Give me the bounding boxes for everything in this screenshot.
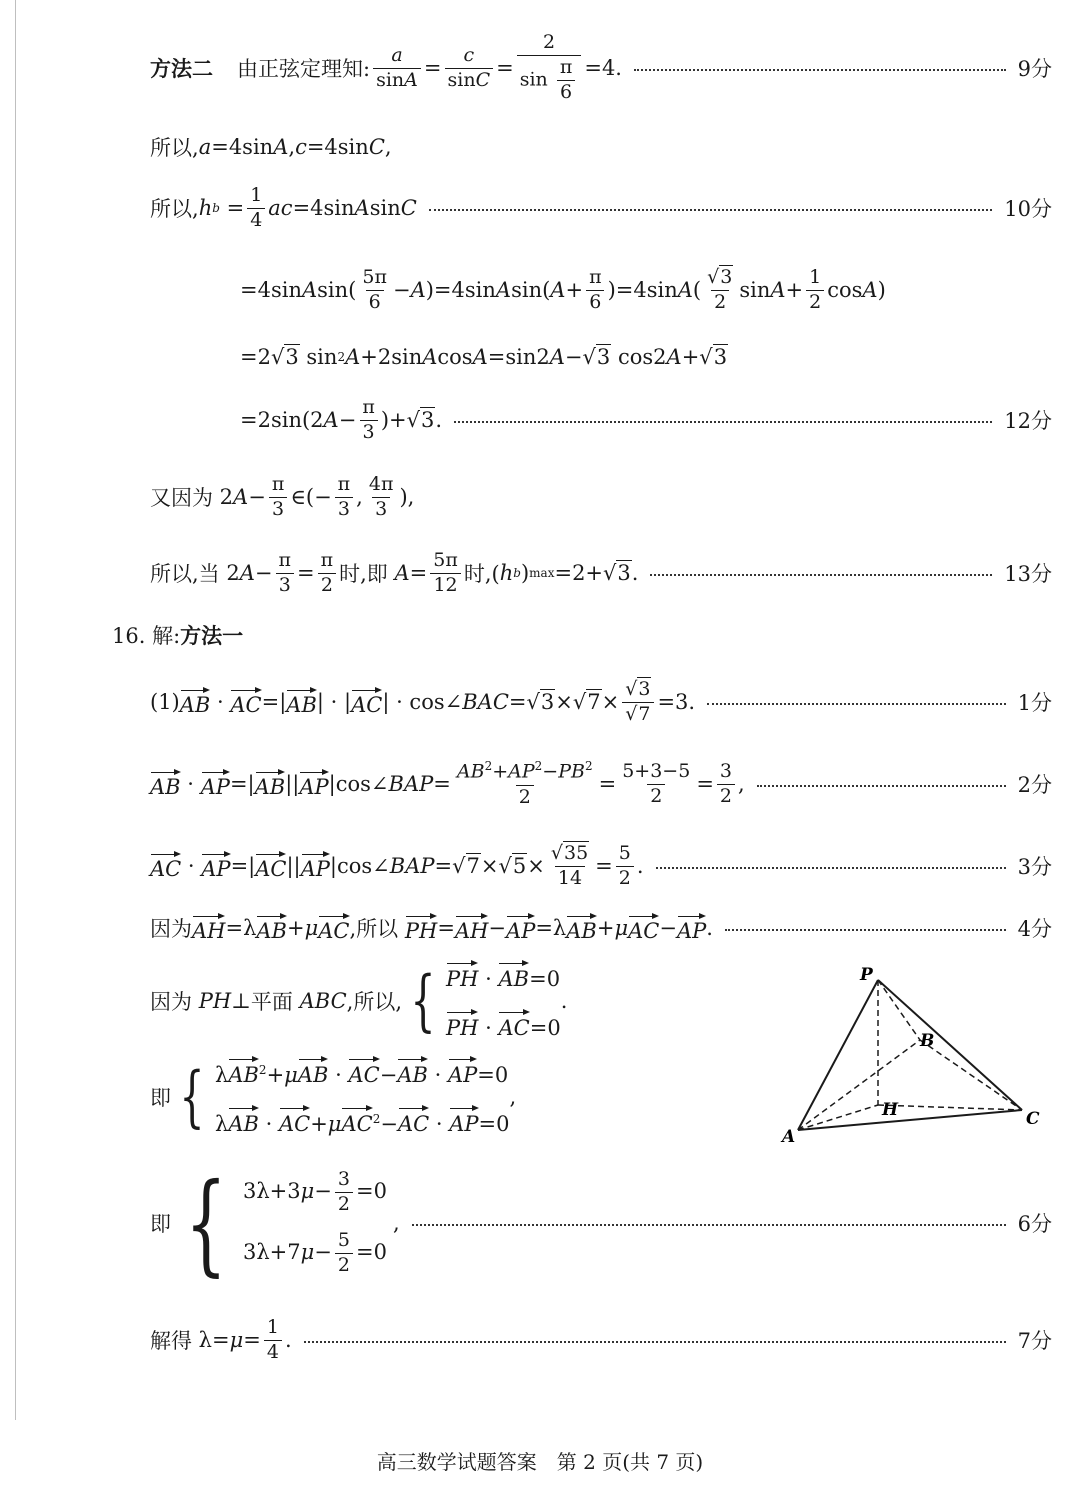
label-C: C bbox=[1026, 1109, 1040, 1129]
score-10: 10分 bbox=[1004, 197, 1052, 221]
label-P: P bbox=[860, 965, 873, 985]
score-6: 6分 bbox=[1017, 1212, 1052, 1236]
line-expand-1: =4sin A sin( $\frac{5\pi}{6}$ − A )=4sin A sin( A + $\frac{\pi}{6}$ )=4sin A ( $\frac{√3}{2}$ sin A + $\frac{1}{2}$ cos A ) bbox=[240, 265, 886, 313]
line-ah: 因为 AH =λ AB + μ AC ,所以 PH = AH − AP =λ AB + μ AC − AP . 4分 bbox=[150, 910, 1052, 946]
line-ab-ap: AB · AP =| AB || AP |cos∠ BAP = $\frac{AB^2+AP^2-PB^2}{2}$ = $\frac{5+3-5}{2}$ = $\frac{3}{2}$ , 2分 bbox=[150, 759, 1052, 808]
line-ac-ap: AC · AP =| AC || AP |cos∠ BAP = √7 × √5 × $\frac{√35}{14}$ = $\frac{5}{2}$ . 3分 bbox=[150, 841, 1052, 889]
label-A: A bbox=[782, 1127, 796, 1147]
line-result: =2sin(2 A − $\frac{\pi}{3}$ )+ √3 . 12分 bbox=[240, 395, 1052, 443]
line-system-1: 即 { λAB$^2$+μAB · AC−AB · AP=0 λAB · AC+μAC$^2$−AC · AP=0 , bbox=[150, 1058, 517, 1136]
score-7: 7分 bbox=[1017, 1329, 1052, 1353]
line-ab-ac: (1) AB · AC =| AB | · | AC | · cos∠ BAC = √3 × √7 × $\frac{√3}{√7}$ =3. 1分 bbox=[150, 677, 1052, 725]
q16-heading: 16. 解: 方法一 bbox=[112, 624, 244, 648]
label-B: B bbox=[920, 1031, 935, 1051]
tetrahedron-figure bbox=[770, 960, 1060, 1150]
line-solution: 解得 λ= μ = $\frac{1}{4}$ . 7分 bbox=[150, 1315, 1052, 1363]
score-1: 1分 bbox=[1017, 691, 1052, 715]
line-system-2: 即 { 3λ+3μ− $\frac{3}{2}$ =0 3λ+7μ− $\frac{5}{2}$ =0 , 6分 bbox=[150, 1159, 1052, 1287]
sine-rule-intro: 由正弦定理知: bbox=[237, 57, 371, 81]
score-13: 13分 bbox=[1004, 562, 1052, 586]
label-H: H bbox=[882, 1100, 899, 1120]
line-max: 所以,当 2 A − $\frac{\pi}{3}$ = $\frac{\pi}{2}$ 时,即 A = $\frac{5\pi}{12}$ 时,( h b ) max =2+ √3 . 13分 bbox=[150, 548, 1052, 596]
score-12: 12分 bbox=[1004, 409, 1052, 433]
line-a-c: 所以, a =4sin A , c =4sin C , bbox=[150, 135, 392, 160]
line-hb: 所以, h b = $\frac{1}{4}$ ac =4sin A sin C 10分 bbox=[150, 183, 1052, 231]
page-footer: 高三数学试题答案 第 2 页(共 7 页) bbox=[376, 1450, 704, 1474]
line-expand-2: =2 √3 sin 2 A +2sin A cos A =sin2 A − √3 cos2 A + √3 bbox=[240, 345, 728, 369]
line-range: 又因为 2 A − $\frac{\pi}{3}$ ∈(− $\frac{\pi}{3}$ , $\frac{4\pi}{3}$ ), bbox=[150, 472, 415, 520]
score-3: 3分 bbox=[1017, 855, 1052, 879]
line-perp: 因为 PH ⊥ 平面 ABC ,所以, { PH · AB=0 PH · AC=0 . bbox=[150, 962, 568, 1040]
score-4: 4分 bbox=[1017, 917, 1052, 941]
line-sine-rule: 方法二 由正弦定理知: $\frac{a}{\sin A}$ = $\frac{c}{\sin C}$ = 2 sin $\frac{\pi}{6}$ =4. 9分 bbox=[150, 31, 1052, 103]
leader-dots bbox=[634, 69, 1006, 71]
score-9: 9分 bbox=[1017, 57, 1052, 81]
margin-rule bbox=[15, 0, 16, 1420]
method-two-label: 方法二 bbox=[150, 57, 213, 81]
score-2: 2分 bbox=[1017, 773, 1052, 797]
